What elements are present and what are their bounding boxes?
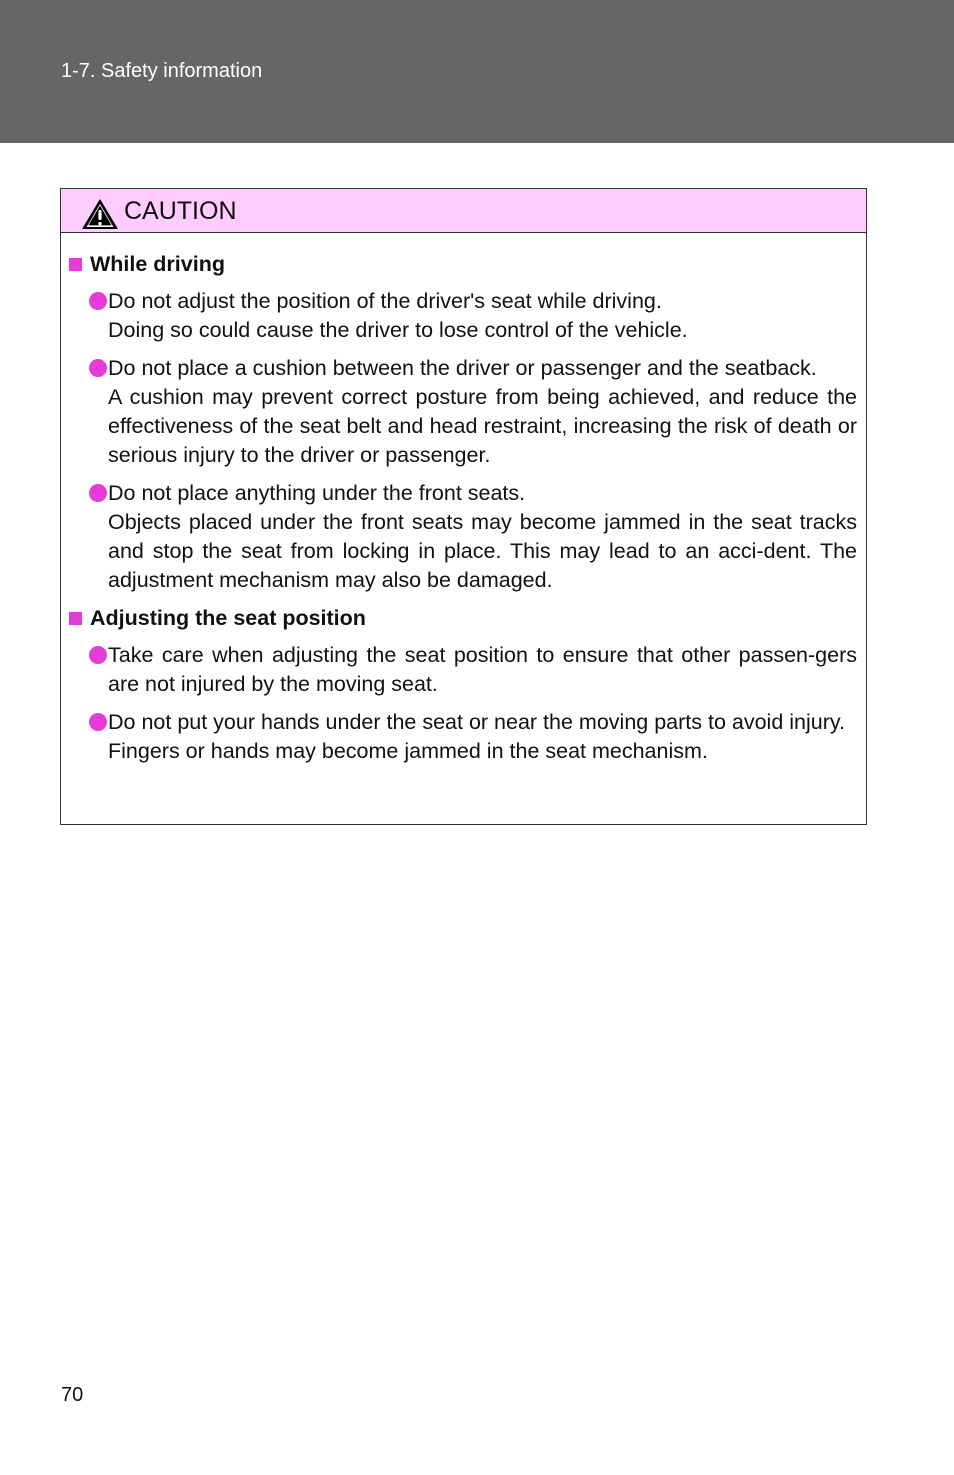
caution-item-lead: Do not place a cushion between the driver or passenger and the seatback.: [108, 356, 817, 380]
caution-item: [67, 708, 857, 766]
section-label: 1-7. Safety information: [61, 60, 263, 82]
square-bullet-icon: [69, 258, 82, 271]
warning-triangle-icon: [81, 198, 119, 230]
caution-box: [60, 188, 867, 825]
caution-body: [61, 233, 866, 766]
page-header-bar: [0, 0, 954, 143]
square-bullet-icon: [69, 612, 82, 625]
circle-bullet-icon: [89, 646, 107, 664]
caution-item-detail: Objects placed under the front seats may become jammed in the seat tracks and stop the seat from locking in place. This may lead to an acci-dent. The adjustment mechanism may also be damaged.: [108, 510, 857, 592]
caution-item-detail: Doing so could cause the driver to lose control of the vehicle.: [108, 318, 688, 342]
caution-item: [67, 479, 857, 595]
caution-header: [61, 189, 866, 233]
section-heading-while-driving: [67, 250, 857, 279]
section-heading-text: While driving: [90, 252, 225, 276]
circle-bullet-icon: [89, 484, 107, 502]
section-heading-text: Adjusting the seat position: [90, 606, 366, 630]
caution-title: CAUTION: [124, 197, 237, 225]
caution-item-lead: Do not put your hands under the seat or near the moving parts to avoid injury.: [108, 710, 846, 734]
caution-item-lead: Do not adjust the position of the driver's seat while driving.: [108, 289, 662, 313]
page-number: 70: [61, 1384, 84, 1406]
caution-item-lead: Do not place anything under the front seats.: [108, 481, 526, 505]
caution-item-detail: Fingers or hands may become jammed in the seat mechanism.: [108, 739, 708, 763]
caution-item-detail: A cushion may prevent correct posture from being achieved, and reduce the effectiveness of the seat belt and head restraint, increasing the risk of death or serious injury to the driver or passenger.: [108, 385, 857, 467]
section-heading-adjusting-seat: [67, 604, 857, 633]
caution-item-lead: Take care when adjusting the seat position to ensure that other passen-gers are not injured by the moving seat.: [108, 643, 857, 696]
circle-bullet-icon: [89, 359, 107, 377]
caution-item: [67, 641, 857, 699]
caution-item: [67, 354, 857, 470]
circle-bullet-icon: [89, 713, 107, 731]
circle-bullet-icon: [89, 292, 107, 310]
caution-item: [67, 287, 857, 345]
